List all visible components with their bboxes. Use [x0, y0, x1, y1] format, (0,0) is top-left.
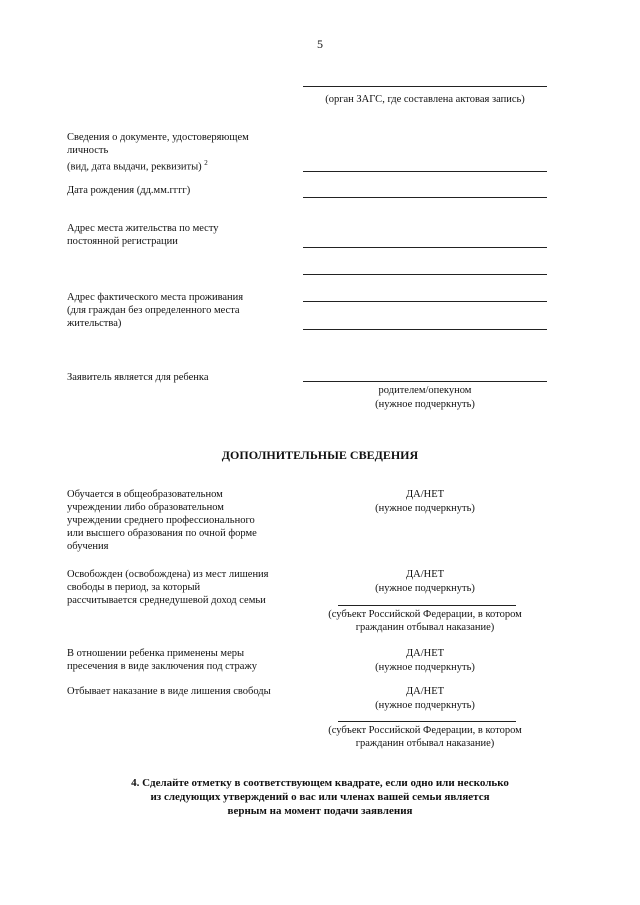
released-yes-no[interactable]: ДА/НЕТ	[405, 569, 445, 580]
applicant-role-field[interactable]	[303, 381, 547, 382]
actual-address-field-2[interactable]	[303, 329, 547, 330]
footnote-mark: 2	[204, 159, 208, 167]
applicant-role-label: Заявитель является для ребенка	[67, 372, 209, 383]
identity-document-field[interactable]	[303, 171, 547, 172]
serving-sentence-region-caption: (субъект Российской Федерации, в котором гражданин отбывал наказание)	[328, 725, 522, 749]
serving-sentence-question: Отбывает наказание в виде лишения свободы	[67, 686, 271, 697]
zags-authority-line[interactable]	[303, 86, 547, 87]
actual-address-field-1[interactable]	[303, 301, 547, 302]
serving-sentence-hint: (нужное подчеркнуть)	[375, 700, 475, 711]
applicant-role-options[interactable]: родителем/опекуном	[378, 385, 472, 396]
page-number: 5	[317, 37, 323, 51]
child-detention-question: В отношении ребенка применены меры пресечения в виде заключения под стражу	[67, 648, 257, 672]
education-yes-no[interactable]: ДА/НЕТ	[405, 489, 445, 500]
released-region-caption: (субъект Российской Федерации, в котором гражданин отбывал наказание)	[328, 609, 522, 633]
actual-address-label: Адрес фактического места проживания (для граждан без определенного места жительства)	[67, 292, 244, 329]
section-4-instruction: 4. Сделайте отметку в соответствующем квадрате, если одно или несколько из следующих утверждений о вас или членах вашей семьи является верным на момент подачи заявления	[131, 777, 509, 817]
released-question: Освобожден (освобождена) из мест лишения свободы в период, за который рассчитывается среднедушевой доход семьи	[67, 569, 269, 606]
applicant-role-hint: (нужное подчеркнуть)	[375, 399, 475, 410]
released-region-field[interactable]	[338, 605, 516, 606]
education-hint: (нужное подчеркнуть)	[375, 503, 475, 514]
registration-address-field-2[interactable]	[303, 274, 547, 275]
released-hint: (нужное подчеркнуть)	[375, 583, 475, 594]
serving-sentence-yes-no[interactable]: ДА/НЕТ	[405, 686, 445, 697]
birth-date-label: Дата рождения (дд.мм.гггг)	[67, 185, 191, 196]
section-title: ДОПОЛНИТЕЛЬНЫЕ СВЕДЕНИЯ	[221, 448, 419, 462]
birth-date-field[interactable]	[303, 197, 547, 198]
child-detention-hint: (нужное подчеркнуть)	[375, 662, 475, 673]
registration-address-field-1[interactable]	[303, 247, 547, 248]
education-question: Обучается в общеобразовательном учреждении либо образовательном учреждении среднего профессионального или высшего образования по очной форме обучения	[67, 489, 257, 552]
registration-address-label: Адрес места жительства по месту постоянной регистрации	[67, 223, 219, 247]
child-detention-yes-no[interactable]: ДА/НЕТ	[405, 648, 445, 659]
identity-document-label: Сведения о документе, удостоверяющем личность (вид, дата выдачи, реквизиты) $^2$	[67, 132, 249, 173]
serving-sentence-region-field[interactable]	[338, 721, 516, 722]
zags-authority-caption: (орган ЗАГС, где составлена актовая запись)	[325, 94, 525, 105]
